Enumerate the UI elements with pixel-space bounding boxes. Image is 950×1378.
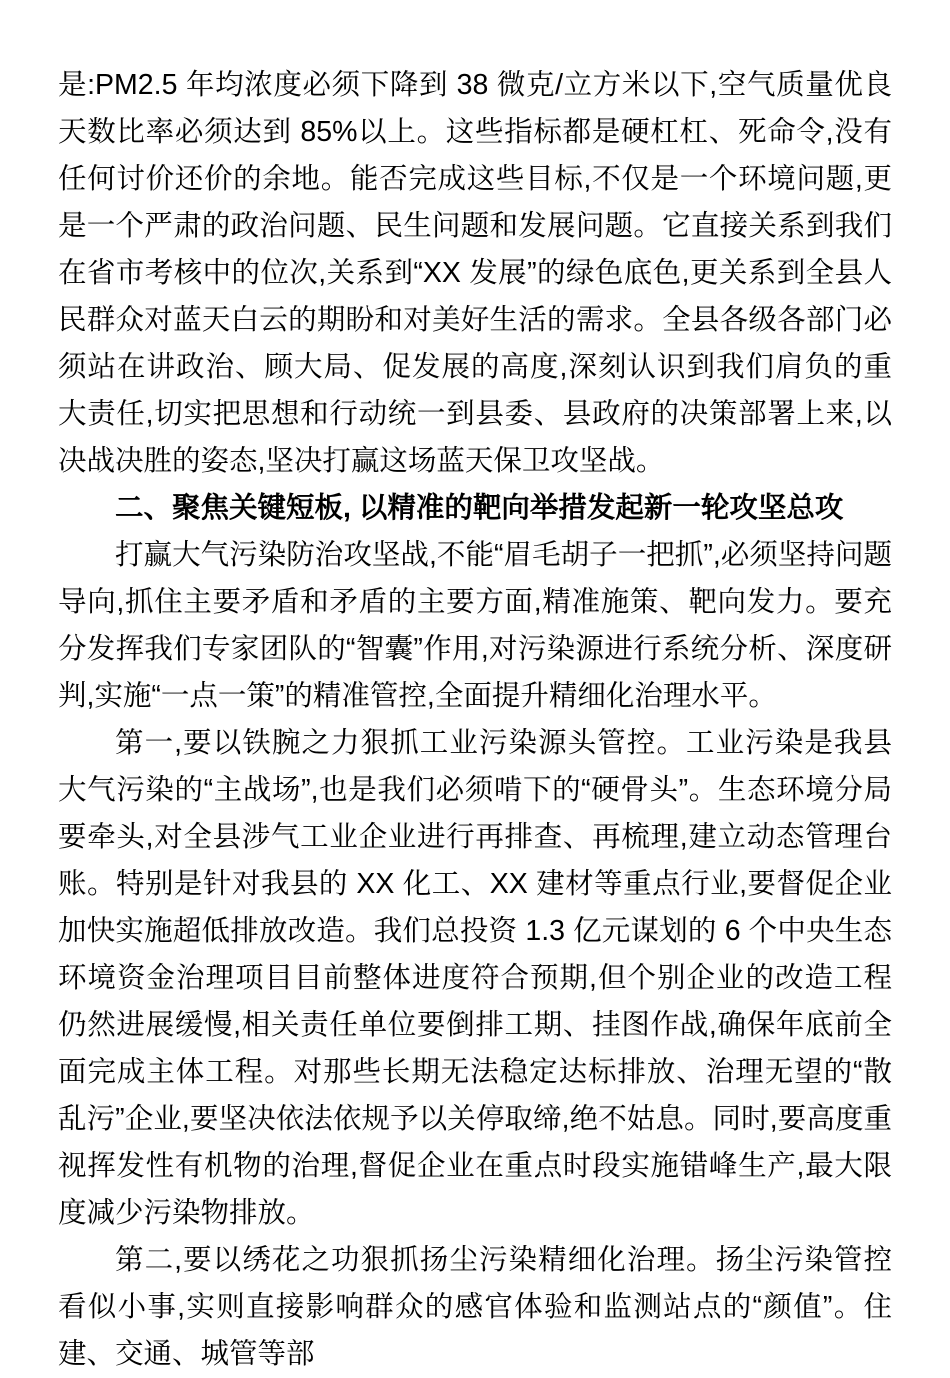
heading-section-two: 二、聚焦关键短板, 以精准的靶向举措发起新一轮攻坚总攻: [115, 492, 844, 524]
paragraph-goals-continuation: 是:PM2.5 年均浓度必须下降到 38 微克/立方米以下,空气质量优良天数比率必须达到 85%以上。这些指标都是硬杠杠、死命令,没有任何讨价还价的余地。能否完成这些目标,不仅是一个环境问题,更是一个严肃的政治问题、民生问题和发展问题。它直接关系到我们在省市考核中的位次,关系到“XX 发展”的绿色底色,更关系到全县人民群众对蓝天白云的期盼和对美好生活的需求。全县各级各部门必须站在讲政治、顾大局、促发展的高度,深刻认识到我们肩负的重大责任,切实把思想和行动统一到县委、县政府的决策部署上来,以决战决胜的姿态,坚决打赢这场蓝天保卫攻坚战。: [58, 69, 892, 477]
paragraph-precision-strategy: 打赢大气污染防治攻坚战,不能“眉毛胡子一把抓”,必须坚持问题导向,抓住主要矛盾和矛盾的主要方面,精准施策、靶向发力。要充分发挥我们专家团队的“智囊”作用,对污染源进行系统分析、深度研判,实施“一点一策”的精准管控,全面提升精细化治理水平。: [58, 539, 892, 712]
paragraph-second-dust-pollution: 第二,要以绣花之功狠抓扬尘污染精细化治理。扬尘污染管控看似小事,实则直接影响群众的感官体验和监测站点的“颜值”。住建、交通、城管等部: [58, 1244, 892, 1370]
document-body: [58, 62, 892, 1378]
paragraph-first-industrial-pollution: 第一,要以铁腕之力狠抓工业污染源头管控。工业污染是我县大气污染的“主战场”,也是我们必须啃下的“硬骨头”。生态环境分局要牵头,对全县涉气工业企业进行再排查、再梳理,建立动态管理台账。特别是针对我县的 XX 化工、XX 建材等重点行业,要督促企业加快实施超低排放改造。我们总投资 1.3 亿元谋划的 6 个中央生态环境资金治理项目目前整体进度符合预期,但个别企业的改造工程仍然进展缓慢,相关责任单位要倒排工期、挂图作战,确保年底前全面完成主体工程。对那些长期无法稳定达标排放、治理无望的“散乱污”企业,要坚决依法依规予以关停取缔,绝不姑息。同时,要高度重视挥发性有机物的治理,督促企业在重点时段实施错峰生产,最大限度减少污染物排放。: [58, 727, 892, 1229]
